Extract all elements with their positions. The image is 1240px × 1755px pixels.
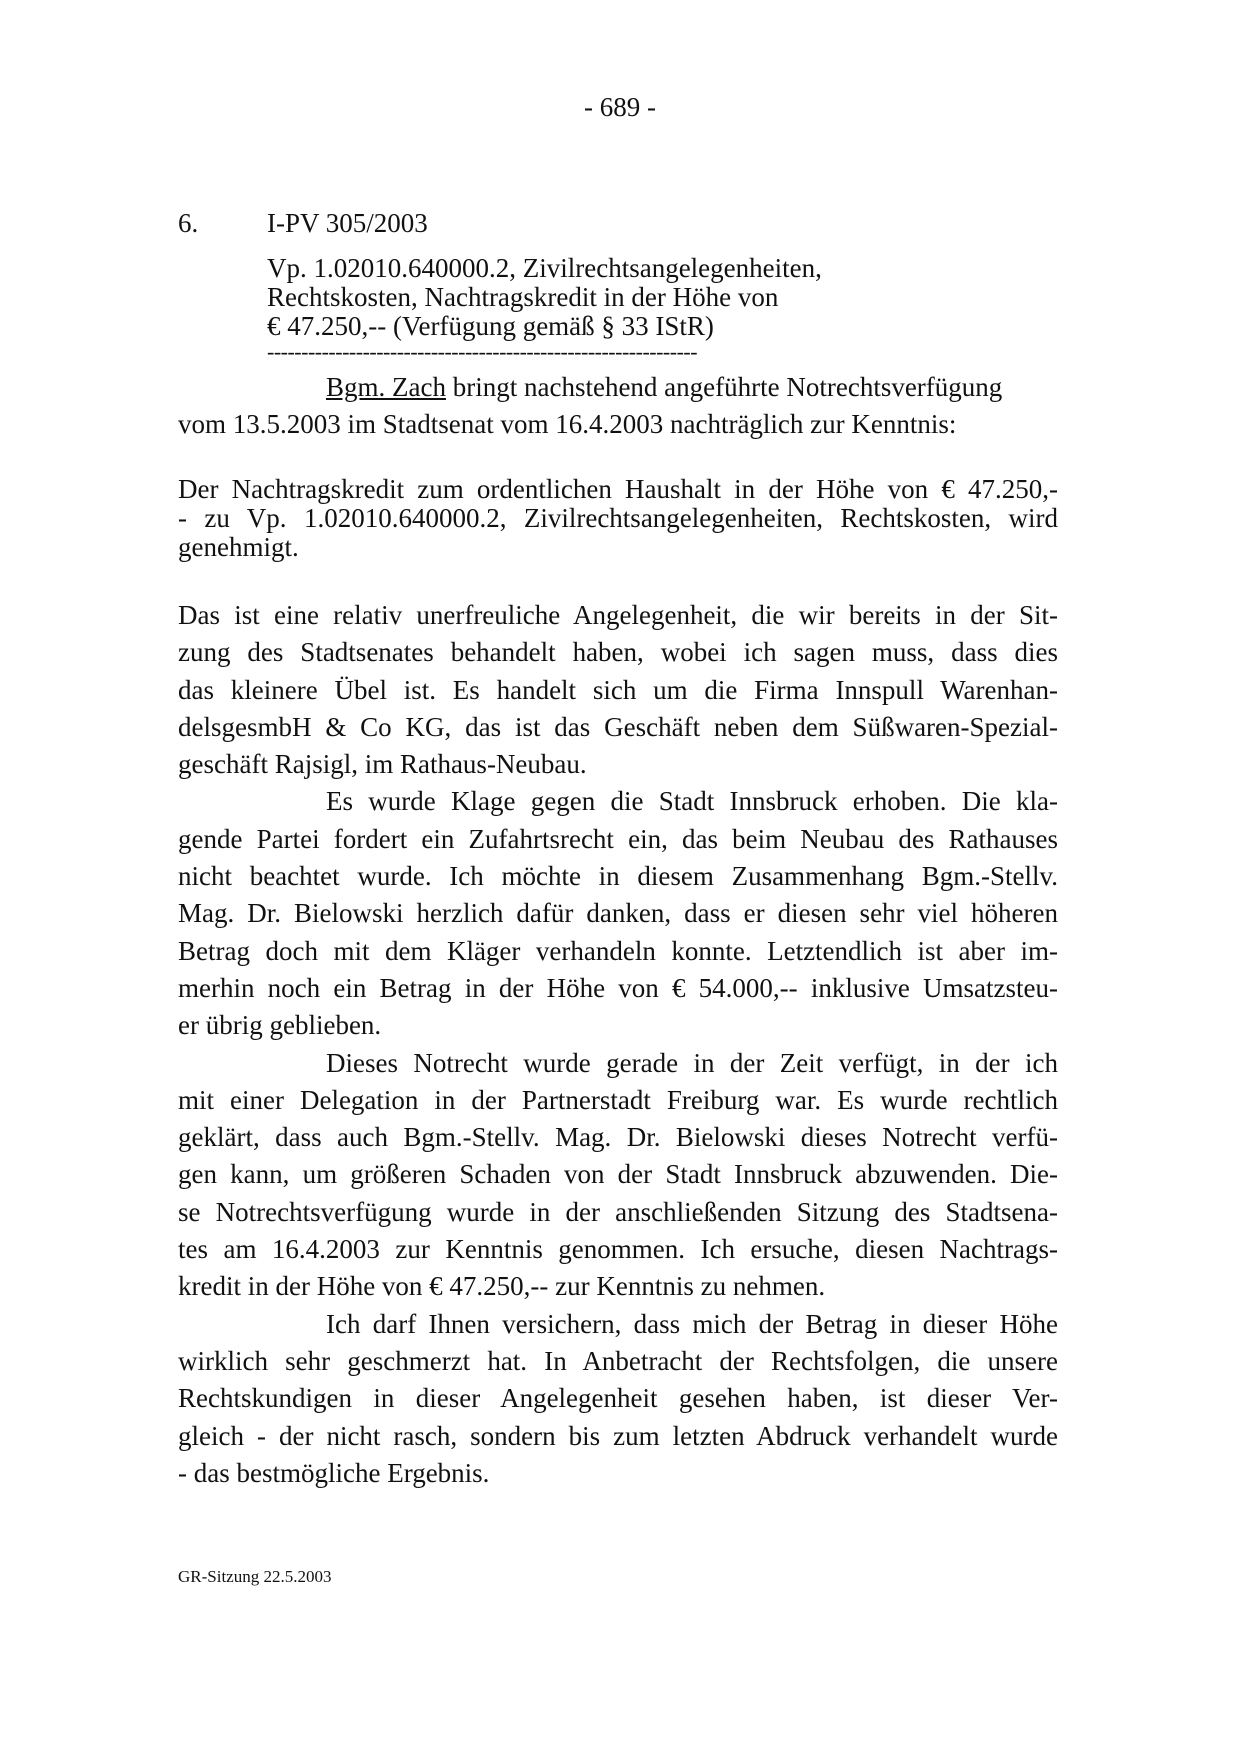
- speech-line: mit einer Delegation in der Partnerstadt Freiburg war. Es wurde rechtlich: [178, 1084, 1058, 1115]
- speech-line: gende Partei fordert ein Zufahrtsrecht ein, das beim Neubau des Rathauses: [178, 823, 1058, 854]
- speech-line: delsgesmbH & Co KG, das ist das Geschäft neben dem Süßwaren-Spezial-: [178, 711, 1058, 742]
- dashed-rule: ---------------------------------------------------------------: [267, 339, 698, 364]
- speech-line: - das bestmögliche Ergebnis.: [178, 1457, 490, 1488]
- subject-line: Rechtskosten, Nachtragskredit in der Höhe von: [267, 282, 779, 312]
- intro-line-rest: bringt nachstehend angeführte Notrechtsverfügung: [445, 372, 1003, 402]
- subject-line: Vp. 1.02010.640000.2, Zivilrechtsangelegenheiten,: [267, 253, 822, 283]
- speech-line: Betrag doch mit dem Kläger verhandeln konnte. Letztendlich ist aber im-: [178, 935, 1058, 966]
- agenda-item-reference: I-PV 305/2003: [267, 208, 428, 238]
- intro-line: vom 13.5.2003 im Stadtsenat vom 16.4.2003 nachträglich zur Kenntnis:: [178, 409, 957, 439]
- page-number: - 689 -: [584, 92, 656, 122]
- subject-line: € 47.250,-- (Verfügung gemäß § 33 IStR): [267, 311, 714, 341]
- speech-line: Es wurde Klage gegen die Stadt Innsbruck erhoben. Die kla-: [326, 786, 1058, 817]
- speech-paragraph: [178, 783, 1058, 1044]
- speech-line: tes am 16.4.2003 zur Kenntnis genommen. Ich ersuche, diesen Nachtrags-: [178, 1234, 1058, 1265]
- intro-line: [178, 369, 1058, 406]
- speech-line: Dieses Notrecht wurde gerade in der Zeit verfügt, in der ich: [326, 1047, 1058, 1078]
- speech-line: gleich - der nicht rasch, sondern bis zum letzten Abdruck verhandelt wurde: [178, 1420, 1058, 1451]
- speech-line: geschäft Rajsigl, im Rathaus-Neubau.: [178, 749, 587, 780]
- speaker-name: Bgm. Zach: [326, 372, 446, 402]
- speech-line: Das ist eine relativ unerfreuliche Angelegenheit, die wir bereits in der Sit-: [178, 600, 1058, 630]
- footer-session-date: GR-Sitzung 22.5.2003: [178, 1567, 332, 1586]
- agenda-item-number: 6.: [178, 208, 199, 238]
- agenda-item-subject: [267, 254, 947, 341]
- resolution-paragraph: [178, 475, 1058, 562]
- speech-line: Rechtskundigen in dieser Angelegenheit gesehen haben, ist dieser Ver-: [178, 1383, 1058, 1414]
- speech-line: zung des Stadtsenates behandelt haben, wobei ich sagen muss, dass dies: [178, 637, 1058, 668]
- speech-line: geklärt, dass auch Bgm.-Stellv. Mag. Dr. Bielowski dieses Notrecht verfü-: [178, 1122, 1058, 1153]
- speech-line: gen kann, um größeren Schaden von der Stadt Innsbruck abzuwenden. Die-: [178, 1159, 1058, 1190]
- speech-line: merhin noch ein Betrag in der Höhe von € 54.000,-- inklusive Umsatzsteu-: [178, 972, 1058, 1003]
- speech-text: [178, 597, 1058, 1492]
- speech-paragraph: [178, 1045, 1058, 1306]
- resolution-line: Der Nachtragskredit zum ordentlichen Haushalt in der Höhe von € 47.250,-: [178, 474, 1058, 504]
- speech-line: se Notrechtsverfügung wurde in der anschließenden Sitzung des Stadtsena-: [178, 1196, 1058, 1227]
- speech-line: Ich darf Ihnen versichern, dass mich der Betrag in dieser Höhe: [326, 1308, 1058, 1339]
- resolution-line: genehmigt.: [178, 532, 299, 562]
- speech-line: Mag. Dr. Bielowski herzlich dafür danken, dass er diesen sehr viel höheren: [178, 898, 1058, 929]
- speech-paragraph: [178, 597, 1058, 783]
- speech-line: nicht beachtet wurde. Ich möchte in diesem Zusammenhang Bgm.-Stellv.: [178, 861, 1058, 892]
- intro-paragraph: [178, 369, 1058, 443]
- speech-line: das kleinere Übel ist. Es handelt sich um die Firma Innspull Warenhan-: [178, 674, 1058, 705]
- speech-line: kredit in der Höhe von € 47.250,-- zur Kenntnis zu nehmen.: [178, 1271, 826, 1302]
- speech-line: wirklich sehr geschmerzt hat. In Anbetracht der Rechtsfolgen, die unsere: [178, 1345, 1058, 1376]
- resolution-line: - zu Vp. 1.02010.640000.2, Zivilrechtsangelegenheiten, Rechtskosten, wird: [178, 503, 1058, 533]
- speech-paragraph: [178, 1306, 1058, 1492]
- speech-line: er übrig geblieben.: [178, 1010, 382, 1041]
